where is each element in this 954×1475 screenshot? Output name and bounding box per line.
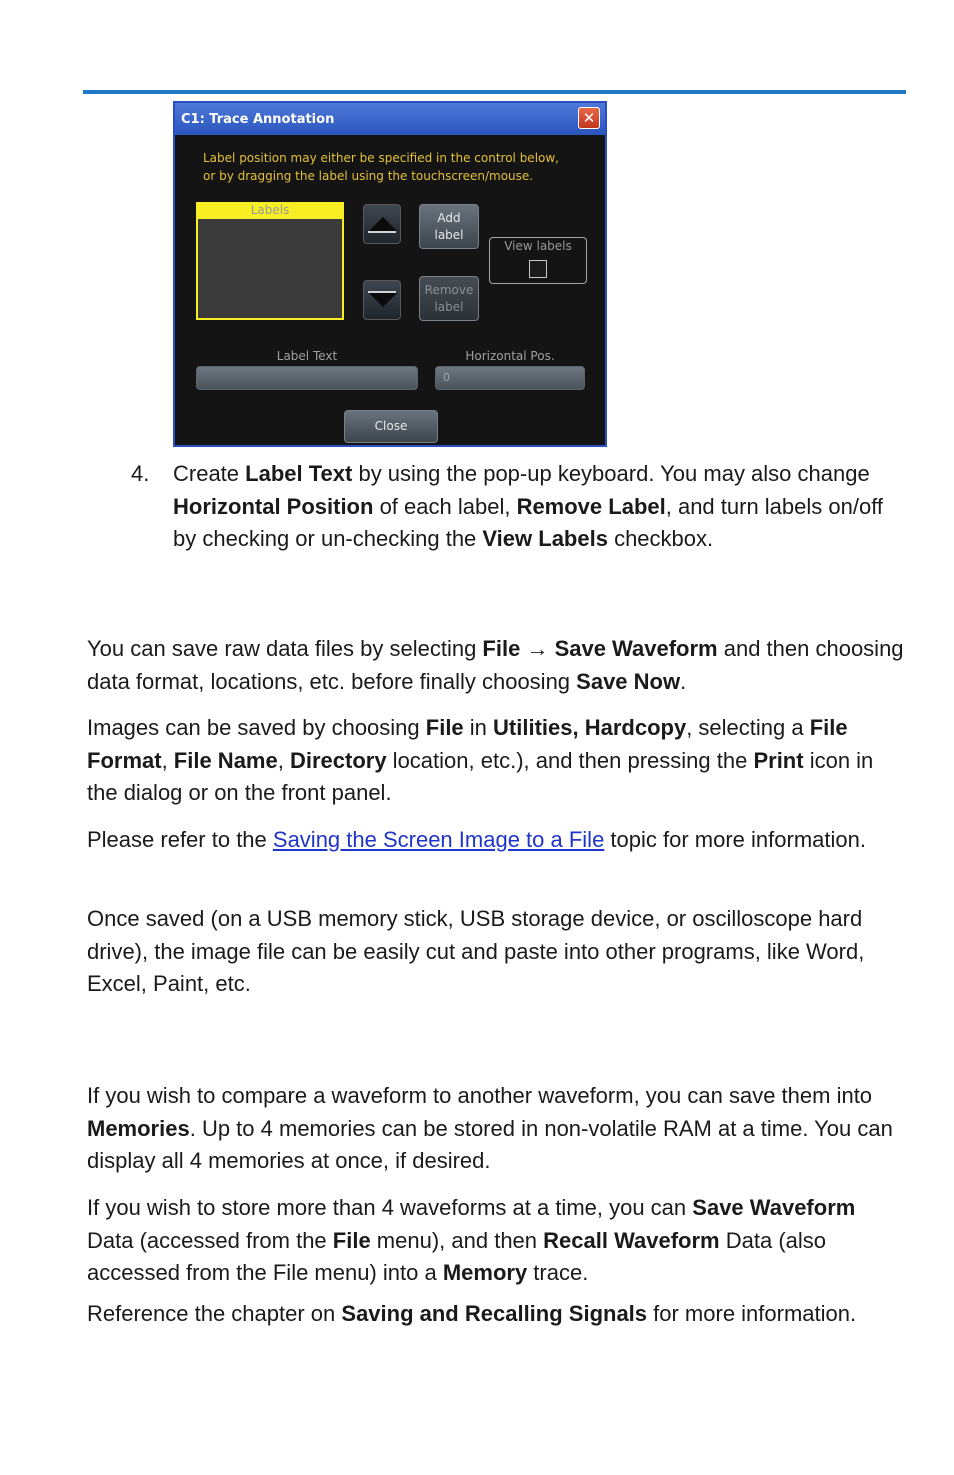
labels-list-header: Labels xyxy=(198,202,342,219)
save-images-paragraph xyxy=(87,712,907,810)
bold-remove-label: Remove Label xyxy=(516,493,666,519)
bold-file: File xyxy=(482,636,521,661)
text-run: topic for more information. xyxy=(604,827,866,852)
save-raw-data-paragraph xyxy=(87,633,907,698)
text-run: location, etc.), and then pressing the xyxy=(386,747,754,773)
text-run: Data (accessed from the xyxy=(87,1227,333,1253)
text-run: If you wish to compare a waveform to another waveform, you can save them into xyxy=(87,1083,873,1108)
bold-directory: Directory xyxy=(289,747,387,773)
step-number: 4. xyxy=(131,461,150,486)
bold-print: Print xyxy=(753,747,804,773)
text-run: Please refer to the xyxy=(87,827,273,852)
remove-label-line-2: label xyxy=(434,299,464,314)
bold-label-text: Label Text xyxy=(245,461,353,486)
bold-view-labels: View Labels xyxy=(482,526,608,551)
text-run: , xyxy=(161,747,174,773)
bold-utilities-hardcopy: Utilities, Hardcopy xyxy=(493,715,687,740)
text-run: and then choosing data format, locations, etc. before finally choosing xyxy=(87,636,904,694)
text-run: Create xyxy=(173,461,246,486)
move-up-button[interactable] xyxy=(363,204,401,244)
bold-file-name: File Name xyxy=(173,747,278,773)
bold-save-waveform: Save Waveform xyxy=(554,636,718,661)
text-run: , xyxy=(277,747,290,773)
arrow-up-icon xyxy=(369,217,397,231)
bold-saving-recalling-signals: Saving and Recalling Signals xyxy=(341,1301,648,1326)
text-run: Reference the chapter on xyxy=(87,1301,342,1326)
bold-save-waveform: Save Waveform xyxy=(692,1195,856,1220)
close-icon[interactable]: ✕ xyxy=(578,107,600,129)
text-run: Once saved (on a USB memory stick, USB storage device, or oscilloscope hard drive), the image file can be easily cut and paste into other programs, like Word, Excel, Paint, etc. xyxy=(87,906,865,996)
label-text-caption: Label Text xyxy=(276,349,338,363)
dialog-info-text xyxy=(203,149,559,185)
labels-list[interactable] xyxy=(196,202,344,320)
info-line-2: or by dragging the label using the touchscreen/mouse. xyxy=(203,169,534,183)
bold-save-now: Save Now xyxy=(576,668,681,694)
text-run: Images can be saved by choosing xyxy=(87,715,426,740)
dialog-body xyxy=(175,135,605,445)
info-line-1: Label position may either be specified in the control below, xyxy=(203,151,559,165)
bold-file: File xyxy=(425,715,464,740)
refer-topic-paragraph xyxy=(87,824,907,857)
text-run: , selecting a xyxy=(686,715,810,740)
text-run: . Up to 4 memories can be stored in non-volatile RAM at a time. You can display all 4 memories at once, if desired. xyxy=(87,1115,893,1173)
header-rule xyxy=(83,90,906,94)
store-more-paragraph xyxy=(87,1192,907,1290)
text-run: icon in the dialog or on the front panel. xyxy=(87,747,874,805)
move-down-button[interactable] xyxy=(363,280,401,320)
text-run: . xyxy=(680,668,687,694)
text-run: , and turn labels on/off by checking or un-checking the xyxy=(173,493,884,551)
bold-memories: Memories xyxy=(87,1115,190,1141)
memories-paragraph xyxy=(87,1080,907,1178)
dialog-title: C1: Trace Annotation xyxy=(181,112,335,127)
text-run: in xyxy=(463,715,494,740)
horizontal-pos-field[interactable]: 0 xyxy=(435,366,585,390)
bold-recall-waveform: Recall Waveform xyxy=(543,1227,720,1253)
saving-screen-image-link[interactable]: Saving the Screen Image to a File xyxy=(272,827,605,852)
bold-file: File xyxy=(332,1227,371,1253)
dialog-title-bar xyxy=(175,103,605,135)
bold-file-format: File Format xyxy=(87,715,848,773)
trace-annotation-dialog xyxy=(173,101,607,447)
reference-chapter-paragraph xyxy=(87,1298,907,1331)
text-run: menu), and then xyxy=(370,1227,544,1253)
add-label-line-1: Add xyxy=(437,210,461,225)
horizontal-pos-caption: Horizontal Pos. xyxy=(465,349,555,363)
add-label-line-2: label xyxy=(434,227,464,242)
arrow-up-underline xyxy=(368,231,396,233)
text-run: Data (also accessed from the File menu) into a xyxy=(87,1227,827,1285)
close-button[interactable]: Close xyxy=(344,410,438,443)
view-labels-caption: View labels xyxy=(504,239,572,253)
label-text-field[interactable] xyxy=(196,366,418,390)
view-labels-checkbox[interactable] xyxy=(529,260,547,278)
text-run: by using the pop-up keyboard. You may also change xyxy=(352,461,870,486)
text-run: You can save raw data files by selecting xyxy=(87,636,483,661)
once-saved-paragraph xyxy=(87,903,907,1001)
remove-label-line-1: Remove xyxy=(424,282,474,297)
text-run: trace. xyxy=(527,1260,589,1285)
bold-horizontal-position: Horizontal Position xyxy=(173,493,374,519)
view-labels-group xyxy=(489,237,587,284)
bold-memory: Memory xyxy=(442,1260,528,1285)
step-4-text xyxy=(173,458,908,556)
text-run: of each label, xyxy=(373,493,517,519)
add-label-button[interactable] xyxy=(419,204,479,249)
arrow-down-icon xyxy=(369,293,397,307)
text-run: for more information. xyxy=(647,1301,857,1326)
text-run: checkbox. xyxy=(607,526,714,551)
text-run: If you wish to store more than 4 waveforms at a time, you can xyxy=(87,1195,693,1220)
arrow-right-icon: → xyxy=(520,636,555,661)
remove-label-button[interactable] xyxy=(419,276,479,321)
